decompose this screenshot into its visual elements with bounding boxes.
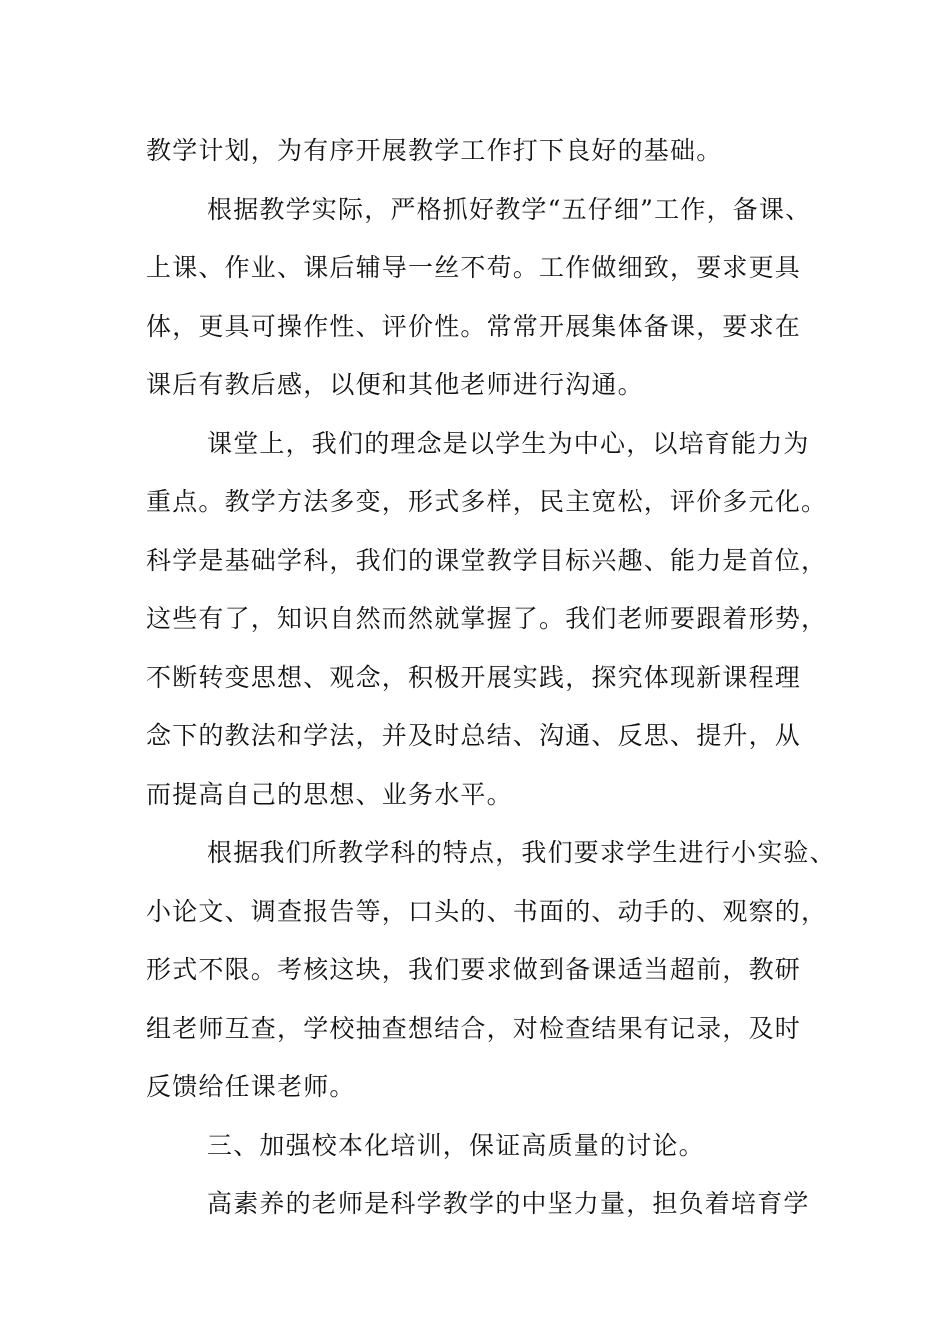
- text-line: 体，更具可操作性、评价性。常常开展集体备课，要求在: [146, 312, 802, 341]
- text-line: 反馈给任课老师。: [146, 1072, 356, 1101]
- text-line: 科学是基础学科，我们的课堂教学目标兴趣、能力是首位，: [146, 546, 828, 575]
- text-line: 这些有了，知识自然而然就掌握了。我们老师要跟着形势，: [146, 604, 828, 633]
- paragraph-start-line: 根据教学实际，严格抓好教学“五仔细”工作，备课、: [207, 195, 812, 224]
- text-line: 重点。教学方法多变，形式多样，民主宽松，评价多元化。: [146, 487, 828, 516]
- paragraph-start-line: 课堂上，我们的理念是以学生为中心，以培育能力为: [207, 429, 810, 458]
- text-line: 教学计划，为有序开展教学工作打下良好的基础。: [146, 136, 723, 165]
- text-line: 形式不限。考核这块，我们要求做到备课适当超前，教研: [146, 955, 802, 984]
- text-line: 组老师互查，学校抽查想结合，对检查结果有记录，及时: [146, 1014, 802, 1043]
- paragraph-start-line: 根据我们所教学科的特点，我们要求学生进行小实验、: [207, 838, 836, 867]
- text-line: 念下的教法和学法，并及时总结、沟通、反思、提升，从: [146, 721, 802, 750]
- text-line: 小论文、调查报告等，口头的、书面的、动手的、观察的，: [146, 897, 828, 926]
- text-line: 而提高自己的思想、业务水平。: [146, 780, 513, 809]
- paragraph-start-line: 高素养的老师是科学教学的中坚力量，担负着培育学: [207, 1189, 810, 1218]
- text-line: 上课、作业、课后辅导一丝不苟。工作做细致，要求更具: [146, 253, 802, 282]
- text-line: 不断转变思想、观念，积极开展实践，探究体现新课程理: [146, 663, 802, 692]
- text-line: 课后有教后感，以便和其他老师进行沟通。: [146, 370, 644, 399]
- section-heading: 三、加强校本化培训，保证高质量的讨论。: [207, 1131, 705, 1160]
